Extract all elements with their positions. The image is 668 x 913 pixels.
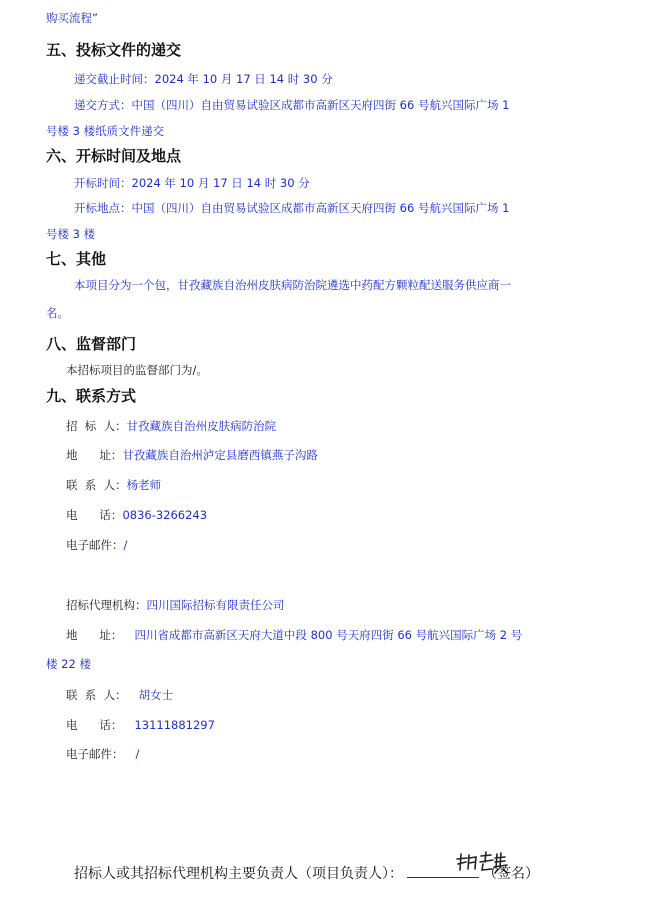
section7-heading: 七、其他 <box>46 250 107 268</box>
agency-contact-value: 胡女士 <box>138 688 174 702</box>
top-fragment: 购买流程” <box>46 11 98 25</box>
tenderer-contact-value: 杨老师 <box>126 478 162 492</box>
deadline-value: 2024 年 10 月 17 日 14 时 30 分 <box>154 72 333 86</box>
agency-address-label: 地 址： <box>66 628 123 642</box>
open-place-value-2: 号楼 3 楼 <box>46 227 96 241</box>
tenderer-address-value: 甘孜藏族自治州泸定县磨西镇燕子沟路 <box>122 448 318 462</box>
section9-heading: 九、联系方式 <box>46 387 137 405</box>
tenderer-email-row <box>66 537 127 553</box>
tenderer-phone-value: 0836-3266243 <box>122 508 208 522</box>
agency-contact-label: 联 系 人： <box>66 688 127 702</box>
agency-name-row <box>66 597 285 613</box>
section5-method-row <box>74 97 509 113</box>
tenderer-contact-label: 联 系 人： <box>66 478 127 492</box>
agency-phone-value: 13111881297 <box>134 718 215 732</box>
section8-heading: 八、监督部门 <box>46 335 137 353</box>
tenderer-phone-row <box>66 507 207 523</box>
section7-text-1: 本项目分为一个包，甘孜藏族自治州皮肤病防治院遴选中药配方颗粒配送服务供应商一 <box>74 278 511 292</box>
supervision-suffix: 。 <box>196 363 208 377</box>
agency-contact-row <box>66 687 173 703</box>
tenderer-address-row <box>66 447 318 463</box>
agency-name-label: 招标代理机构： <box>66 598 147 612</box>
section6-time-row <box>74 175 310 191</box>
tenderer-address-label: 地 址： <box>66 448 123 462</box>
open-place-value-1: 中国（四川）自由贸易试验区成都市高新区天府四街 66 号航兴国际广场 1 <box>131 201 510 215</box>
supervision-value: / <box>192 363 197 377</box>
tenderer-email-label: 电子邮件： <box>66 538 124 552</box>
open-time-value: 2024 年 10 月 17 日 14 时 30 分 <box>131 176 310 190</box>
tenderer-name-label: 招 标 人： <box>66 419 127 433</box>
footer-signature-row <box>74 863 539 884</box>
tenderer-email-value: / <box>123 538 128 552</box>
tenderer-contact-row <box>66 477 161 493</box>
open-place-label: 开标地点： <box>74 201 132 215</box>
method-value-2: 号楼 3 楼纸质文件递交 <box>46 124 165 138</box>
agency-phone-row <box>66 717 215 733</box>
footer-label: 招标人或其招标代理机构主要负责人（项目负责人）： <box>74 866 403 882</box>
supervision-prefix: 本招标项目的监督部门为 <box>66 363 193 377</box>
section6-place-row <box>74 200 509 216</box>
open-time-label: 开标时间： <box>74 176 132 190</box>
agency-address-value-2: 楼 22 楼 <box>46 657 91 671</box>
tenderer-name-value: 甘孜藏族自治州皮肤病防治院 <box>126 419 277 433</box>
signature-line <box>407 863 479 878</box>
section7-text-2: 名。 <box>46 306 69 320</box>
agency-email-value: / <box>135 747 140 761</box>
agency-phone-label: 电 话： <box>66 718 123 732</box>
agency-name-value: 四川国际招标有限责任公司 <box>146 598 285 612</box>
method-label: 递交方式： <box>74 98 132 112</box>
section5-heading: 五、投标文件的递交 <box>46 41 182 59</box>
section8-text <box>66 362 208 378</box>
agency-email-row <box>66 746 139 762</box>
method-value-1: 中国（四川）自由贸易试验区成都市高新区天府四街 66 号航兴国际广场 1 <box>131 98 510 112</box>
section6-heading: 六、开标时间及地点 <box>46 147 182 165</box>
section5-deadline-row <box>74 71 333 87</box>
agency-address-value-1: 四川省成都市高新区天府大道中段 800 号天府四街 66 号航兴国际广场 2 号 <box>134 628 523 642</box>
deadline-label: 递交截止时间： <box>74 72 155 86</box>
tenderer-phone-label: 电 话： <box>66 508 123 522</box>
footer-suffix: （签名） <box>483 866 539 882</box>
tenderer-name-row <box>66 418 276 434</box>
agency-email-label: 电子邮件： <box>66 747 124 761</box>
agency-address-row <box>66 627 522 643</box>
